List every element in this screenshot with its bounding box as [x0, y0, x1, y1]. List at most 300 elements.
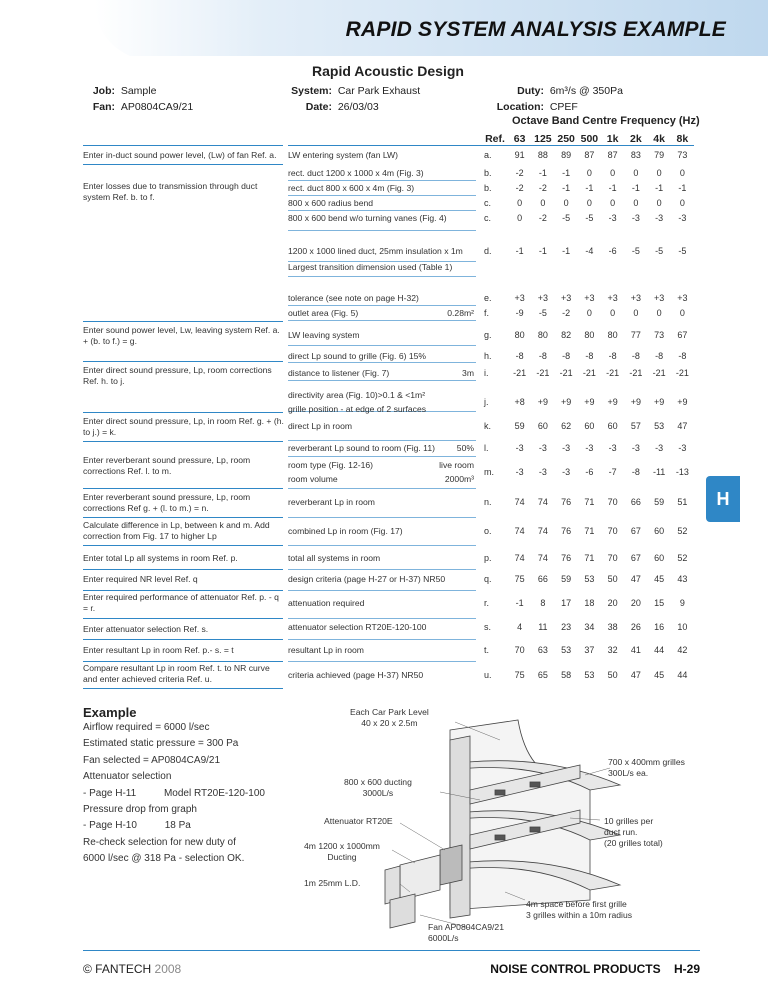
value-cell: -8: [562, 351, 571, 361]
value-cell: 53: [584, 574, 595, 584]
row-ref: e.: [484, 293, 492, 303]
value-cell: +9: [584, 397, 595, 407]
value-cell: 32: [607, 645, 618, 655]
value-cell: -3: [678, 443, 687, 453]
value-cell: 67: [630, 526, 641, 536]
row-values: [508, 526, 694, 536]
row-ref: u.: [484, 670, 492, 680]
instruction-text: Enter in-duct sound power level, (Lw) of fan Ref. a.: [83, 150, 277, 160]
row-values: [508, 622, 694, 632]
value-cell: -2: [538, 213, 547, 223]
row-divider: [288, 195, 476, 196]
value-cell: 0: [540, 198, 546, 208]
instruction-divider: [83, 688, 283, 689]
footer-copyright: © FANTECH 2008: [83, 962, 182, 976]
value-cell: 74: [514, 553, 525, 563]
row-values: [508, 168, 694, 178]
footer-page-info: NOISE CONTROL PRODUCTS H-29: [490, 962, 700, 976]
value-cell: -6: [585, 467, 594, 477]
value-cell: -7: [608, 467, 617, 477]
row-description: LW leaving system: [288, 330, 360, 340]
example-line: Re-check selection for new duty of: [83, 836, 236, 848]
instruction-divider: [83, 545, 283, 546]
value-cell: 66: [537, 574, 548, 584]
value-cell: 70: [607, 553, 618, 563]
value-cell: 83: [630, 150, 641, 160]
value-cell: 66: [630, 497, 641, 507]
row-ref: g.: [484, 330, 492, 340]
instruction-divider: [83, 321, 283, 322]
row-values: [508, 183, 694, 193]
value-cell: -8: [515, 351, 524, 361]
row-description: 800 x 600 radius bend: [288, 198, 374, 208]
row-description: 800 x 600 bend w/o turning vanes (Fig. 4): [288, 213, 447, 223]
value-cell: -1: [515, 246, 524, 256]
value-cell: -3: [562, 467, 571, 477]
instruction-text: Enter total Lp all systems in room Ref. p.: [83, 553, 238, 563]
value-cell: 0: [563, 198, 569, 208]
row-divider: [288, 305, 476, 306]
value-cell: -1: [585, 183, 594, 193]
value-cell: 74: [537, 497, 548, 507]
value-cell: 91: [514, 150, 525, 160]
value-cell: 80: [537, 330, 548, 340]
row-ref: t.: [484, 645, 490, 655]
instruction-divider: [83, 164, 283, 165]
value-cell: 4: [517, 622, 523, 632]
value-cell: -2: [515, 183, 524, 193]
row-description: reverberant Lp in room: [288, 497, 375, 507]
row-description: design criteria (page H-27 or H-37) NR50: [288, 574, 446, 584]
octave-band-title: Octave Band Centre Frequency (Hz): [512, 115, 700, 127]
value-cell: -5: [631, 246, 640, 256]
row-values: [508, 246, 694, 256]
value-cell: +8: [514, 397, 525, 407]
value-cell: -4: [585, 246, 594, 256]
value-cell: 0: [586, 308, 592, 318]
value-cell: 20: [607, 598, 618, 608]
header-banner: [0, 0, 768, 56]
instruction-divider: [83, 145, 283, 146]
example-line: Airflow required = 6000 l/sec: [83, 722, 210, 733]
row-description: rect. duct 1200 x 1000 x 4m (Fig. 3): [288, 168, 424, 178]
instruction-text: Enter direct sound pressure, Lp, room corrections Ref. h. to j.: [83, 365, 272, 386]
row-values: [508, 645, 694, 655]
value-cell: -1: [678, 183, 687, 193]
value-cell: 42: [677, 645, 688, 655]
value-cell: -5: [562, 213, 571, 223]
value-cell: +9: [560, 397, 572, 407]
value-cell: 0: [610, 198, 616, 208]
value-cell: -3: [515, 443, 524, 453]
value-cell: 70: [607, 526, 618, 536]
value-cell: +3: [630, 293, 641, 303]
value-cell: 74: [537, 526, 548, 536]
example-line: - Page H-11 Model RT20E-120-100: [83, 787, 265, 799]
freq-header: 250: [557, 133, 575, 145]
value-cell: 60: [537, 421, 548, 431]
row-description-2: grille position - at edge of 2 surfaces: [288, 404, 427, 414]
value-cell: 0: [656, 198, 662, 208]
table-header-rule: [288, 145, 694, 146]
row-divider: [288, 230, 476, 231]
instruction-divider: [83, 361, 283, 362]
row-ref: a.: [484, 150, 492, 160]
row-divider: [288, 276, 476, 277]
value-cell: 74: [537, 553, 548, 563]
row-divider: [288, 488, 476, 489]
value-cell: -11: [652, 467, 666, 477]
example-line: - Page H-10 18 Pa: [83, 820, 191, 832]
value-cell: 59: [561, 574, 572, 584]
value-cell: 71: [584, 497, 595, 507]
value-cell: 67: [677, 330, 688, 340]
value-cell: 47: [677, 421, 688, 431]
value-cell: 0: [679, 198, 685, 208]
row-divider: [288, 569, 476, 570]
value-cell: -3: [678, 213, 687, 223]
value-cell: -1: [562, 183, 571, 193]
row-description: total all systems in room: [288, 553, 381, 563]
value-cell: 11: [538, 622, 548, 632]
row-description: LW entering system (fan LW): [288, 150, 398, 160]
label-grilles-per-run: 10 grilles per duct run. (20 grilles total): [604, 816, 663, 848]
value-cell: -9: [515, 308, 524, 318]
row-description-2: room volume 2000m³: [288, 474, 474, 484]
row-divider: [288, 661, 476, 662]
value-cell: 0: [656, 308, 662, 318]
row-ref: h.: [484, 351, 492, 361]
value-cell: -8: [631, 351, 640, 361]
value-cell: -5: [655, 246, 664, 256]
instruction-divider: [83, 569, 283, 570]
label-grille-spacing: 4m space before first grille 3 grilles within a 10m radius: [526, 899, 633, 920]
row-divider: [288, 517, 476, 518]
row-description: attenuator selection RT20E-120-100: [288, 622, 427, 632]
value-cell: 62: [561, 421, 572, 431]
value-cell: 0: [679, 168, 685, 178]
value-cell: +3: [607, 293, 618, 303]
label-fan: Fan AP0804CA9/21 6000L/s: [428, 922, 504, 943]
value-cell: -3: [538, 467, 547, 477]
row-divider: [288, 180, 476, 181]
row-divider: [288, 362, 476, 363]
instruction-text: Enter reverberant sound pressure, Lp, room corrections Ref. l. to m.: [83, 455, 251, 476]
value-cell: -5: [538, 308, 547, 318]
row-ref: i.: [484, 368, 489, 378]
row-description: resultant Lp in room: [288, 645, 364, 655]
row-values: [508, 330, 694, 340]
value-cell: 76: [561, 497, 572, 507]
value-cell: +9: [653, 397, 665, 407]
value-cell: 0: [586, 168, 592, 178]
value-cell: -8: [678, 351, 687, 361]
row-description: tolerance (see note on page H-32): [288, 293, 419, 303]
row-description: attenuation required: [288, 598, 365, 608]
row-values: [508, 213, 694, 223]
instruction-text: Enter direct sound pressure, Lp, in room Ref. g. + (h. to j.) = k.: [83, 416, 284, 437]
value-cell: -1: [538, 168, 547, 178]
row-description: criteria achieved (page H-37) NR50: [288, 670, 424, 680]
value-cell: 0: [586, 198, 592, 208]
value-cell: 16: [654, 622, 665, 632]
value-cell: 45: [654, 574, 665, 584]
value-cell: -1: [608, 183, 617, 193]
value-cell: 59: [654, 497, 665, 507]
value-cell: 89: [561, 150, 572, 160]
value-cell: 71: [584, 553, 595, 563]
value-cell: 80: [607, 330, 618, 340]
row-ref: f.: [484, 308, 490, 318]
meta-system: System: Car Park Exhaust: [291, 85, 421, 97]
instruction-divider: [83, 661, 283, 662]
instruction-divider: [83, 590, 283, 591]
value-cell: 73: [654, 330, 665, 340]
value-cell: 74: [514, 526, 525, 536]
value-cell: 0: [633, 308, 639, 318]
value-cell: 50: [607, 574, 618, 584]
value-cell: 75: [514, 574, 525, 584]
freq-header: 125: [534, 133, 552, 145]
label-main-ducting: 4m 1200 x 1000mm Ducting: [304, 841, 380, 862]
instruction-text: Enter sound power level, Lw, leaving system Ref. a. + (b. to f.) = g.: [83, 325, 280, 346]
value-cell: 71: [584, 526, 595, 536]
value-cell: 0: [633, 168, 639, 178]
value-cell: -3: [608, 213, 617, 223]
value-cell: -21: [582, 368, 596, 378]
instruction-divider: [83, 517, 283, 518]
value-cell: -8: [631, 467, 640, 477]
row-ref: c.: [484, 213, 492, 223]
row-values: [508, 293, 694, 303]
value-cell: -13: [675, 467, 689, 477]
value-cell: -3: [608, 443, 617, 453]
row-values: [508, 368, 694, 378]
value-cell: 47: [630, 574, 641, 584]
row-description: outlet area (Fig. 5) 0.28m²: [288, 308, 474, 318]
value-cell: -1: [562, 168, 571, 178]
instruction-text: Enter reverberant sound pressure, Lp, room corrections Ref g. + (l. to m.) = n.: [83, 492, 251, 513]
row-values: [508, 497, 694, 507]
label-lined-duct: 1m 25mm L.D.: [304, 878, 361, 888]
instruction-divider: [83, 488, 283, 489]
value-cell: -8: [655, 351, 664, 361]
value-cell: 0: [517, 198, 523, 208]
value-cell: -3: [562, 443, 571, 453]
row-description: combined Lp in room (Fig. 17): [288, 526, 403, 536]
value-cell: +9: [537, 397, 548, 407]
value-cell: 20: [630, 598, 641, 608]
label-grilles: 700 x 400mm grilles 300L/s ea.: [608, 757, 685, 778]
value-cell: -21: [536, 368, 550, 378]
value-cell: 50: [607, 670, 618, 680]
row-divider: [288, 590, 476, 591]
value-cell: 52: [677, 553, 688, 563]
freq-header: 1k: [606, 133, 619, 145]
value-cell: 74: [514, 497, 525, 507]
instruction-divider: [83, 618, 283, 619]
instruction-text: Calculate difference in Lp, between k and m. Add correction from Fig. 17 to higher Lp: [83, 520, 270, 541]
row-ref: d.: [484, 246, 492, 256]
value-cell: 58: [561, 670, 572, 680]
value-cell: 9: [679, 598, 685, 608]
row-ref: q.: [484, 574, 492, 584]
row-ref: p.: [484, 553, 492, 563]
value-cell: +9: [607, 397, 618, 407]
freq-header: 2k: [630, 133, 642, 145]
row-divider: [288, 380, 476, 381]
value-cell: 0: [679, 308, 685, 318]
value-cell: 60: [607, 421, 618, 431]
row-description: direct Lp in room: [288, 421, 353, 431]
value-cell: -6: [608, 246, 617, 256]
instruction-text: Enter resultant Lp in room Ref. p.- s. = t: [83, 645, 234, 655]
value-cell: 53: [561, 645, 572, 655]
row-divider: [288, 545, 476, 546]
row-description: reverberant Lp sound to room (Fig. 11) 50%: [288, 443, 474, 453]
value-cell: -21: [513, 368, 527, 378]
value-cell: +3: [514, 293, 525, 303]
value-cell: 80: [514, 330, 525, 340]
freq-header: 4k: [653, 133, 665, 145]
row-values: [508, 397, 694, 407]
row-values: [508, 308, 694, 318]
row-values: [508, 574, 694, 584]
row-values: [508, 150, 694, 160]
row-description: rect. duct 800 x 600 x 4m (Fig. 3): [288, 183, 415, 193]
row-divider: [288, 456, 476, 457]
value-cell: -1: [538, 246, 547, 256]
value-cell: -2: [538, 183, 547, 193]
value-cell: 73: [677, 150, 688, 160]
value-cell: -3: [655, 443, 664, 453]
value-cell: -2: [515, 168, 524, 178]
freq-header: 500: [580, 133, 599, 145]
row-divider: [288, 440, 476, 441]
value-cell: +3: [653, 293, 665, 303]
value-cell: 88: [537, 150, 548, 160]
value-cell: -3: [631, 443, 640, 453]
value-cell: 59: [514, 421, 525, 431]
value-cell: 41: [630, 645, 641, 655]
value-cell: -5: [585, 213, 594, 223]
value-cell: 67: [630, 553, 641, 563]
value-cell: 70: [607, 497, 618, 507]
value-cell: 34: [584, 622, 595, 632]
value-cell: +3: [537, 293, 548, 303]
value-cell: -1: [655, 183, 664, 193]
value-cell: -21: [652, 368, 666, 378]
value-cell: 44: [677, 670, 688, 680]
value-cell: -5: [678, 246, 687, 256]
value-cell: -8: [608, 351, 617, 361]
instruction-text: Compare resultant Lp in room Ref. t. to NR curve and enter achieved criteria Ref. u.: [83, 663, 270, 684]
value-cell: 60: [584, 421, 595, 431]
meta-location: Location: CPEF: [496, 101, 578, 113]
row-values: [508, 421, 694, 431]
instruction-divider: [83, 441, 283, 442]
row-values: [508, 467, 694, 477]
instruction-divider: [83, 412, 283, 413]
row-ref: b.: [484, 168, 492, 178]
row-description: directivity area (Fig. 10)>0.1 & <1m²: [288, 390, 426, 400]
value-cell: 18: [584, 598, 595, 608]
ref-header: Ref.: [485, 133, 505, 145]
value-cell: 65: [537, 670, 548, 680]
row-divider: [288, 639, 476, 640]
value-cell: 10: [677, 622, 688, 632]
value-cell: 52: [677, 526, 688, 536]
value-cell: 87: [584, 150, 595, 160]
row-ref: l.: [484, 443, 489, 453]
instruction-divider: [83, 639, 283, 640]
value-cell: -2: [562, 308, 571, 318]
value-cell: -8: [585, 351, 594, 361]
value-cell: 51: [677, 497, 688, 507]
value-cell: +3: [584, 293, 595, 303]
value-cell: 17: [561, 598, 572, 608]
value-cell: 37: [584, 645, 595, 655]
instruction-text: Enter required performance of attenuator Ref. p. - q = r.: [83, 592, 279, 613]
page-title: RAPID SYSTEM ANALYSIS EXAMPLE: [345, 18, 726, 41]
value-cell: -3: [655, 213, 664, 223]
row-description: 1200 x 1000 lined duct, 25mm insulation x 1m: [288, 246, 463, 256]
meta-date: Date: 26/03/03: [305, 101, 379, 113]
label-attenuator: Attenuator RT20E: [324, 816, 393, 826]
value-cell: 82: [561, 330, 572, 340]
row-values: [508, 553, 694, 563]
value-cell: 8: [540, 598, 546, 608]
value-cell: 76: [561, 526, 572, 536]
value-cell: -21: [629, 368, 643, 378]
row-values: [508, 598, 694, 608]
freq-header: 8k: [676, 133, 689, 145]
example-line: Pressure drop from graph: [83, 804, 197, 815]
value-cell: -1: [515, 598, 524, 608]
value-cell: +9: [677, 397, 688, 407]
row-description: Largest transition dimension used (Table 1): [288, 262, 453, 272]
row-ref: c.: [484, 198, 492, 208]
value-cell: -3: [631, 213, 640, 223]
value-cell: 0: [610, 168, 616, 178]
value-cell: 53: [584, 670, 595, 680]
value-cell: 0: [633, 198, 639, 208]
row-ref: s.: [484, 622, 492, 632]
example-line: Estimated static pressure = 300 Pa: [83, 738, 239, 750]
value-cell: 80: [584, 330, 595, 340]
value-cell: 60: [654, 553, 665, 563]
row-values: [508, 670, 694, 680]
value-cell: 26: [630, 622, 641, 632]
freq-header: 63: [513, 133, 526, 145]
row-ref: j.: [484, 397, 489, 407]
section-tab-h[interactable]: H: [706, 476, 740, 522]
value-cell: 43: [677, 574, 688, 584]
value-cell: -21: [606, 368, 620, 378]
row-description: distance to listener (Fig. 7) 3m: [288, 368, 474, 378]
row-values: [508, 351, 694, 361]
car-park-duct-diagram: [290, 700, 710, 950]
value-cell: 0: [656, 168, 662, 178]
example-line: 6000 l/sec @ 318 Pa - selection OK.: [83, 853, 245, 865]
row-values: [508, 443, 694, 453]
value-cell: -21: [559, 368, 573, 378]
footer-rule: [83, 950, 700, 951]
value-cell: -8: [538, 351, 547, 361]
value-cell: 15: [654, 598, 665, 608]
row-ref: m.: [484, 467, 494, 477]
example-line: Fan selected = AP0804CA9/21: [83, 754, 221, 766]
